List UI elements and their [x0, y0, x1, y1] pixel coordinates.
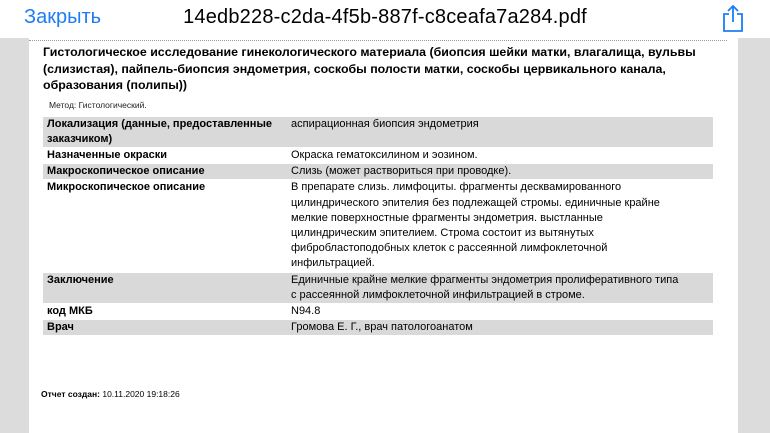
row-label: код МКБ [47, 305, 93, 318]
method-text: Метод: Гистологический. [49, 100, 147, 110]
report-created [41, 389, 180, 399]
document-heading: Гистологическое исследование гинекологического материала (биопсия шейки матки, влагалища, вульвы (слизистая), пайпель-биопсия эндометрия, соскобы полости матки, соскобы цервикального канала, образования (полипы)) [43, 45, 696, 92]
share-button[interactable] [721, 4, 745, 32]
row-value: аспирационная биопсия эндометрия [291, 118, 479, 130]
row-label: Макроскопическое описание [47, 165, 205, 178]
row-label: Микроскопическое описание [47, 181, 206, 194]
table-row [43, 117, 713, 148]
row-value: N94.8 [291, 305, 321, 318]
row-label: Назначенные окраски [47, 149, 167, 161]
row-label: Заключение [47, 273, 114, 286]
created-label: Отчет создан: [41, 389, 100, 399]
page-divider [29, 40, 727, 41]
top-bar [0, 0, 770, 38]
share-icon [721, 4, 745, 32]
table-row [43, 320, 713, 336]
created-timestamp: 10.11.2020 19:18:26 [102, 389, 180, 399]
row-label: Локализация (данные, предоставленные заказчиком) [47, 118, 272, 146]
report-table [43, 117, 713, 336]
row-label: Врач [47, 321, 74, 334]
table-row [43, 273, 713, 304]
table-row [43, 148, 713, 164]
table-row [43, 304, 713, 320]
row-value: Громова Е. Г., врач патологоанатом [291, 321, 473, 334]
pdf-page [29, 38, 738, 433]
table-row [43, 180, 713, 272]
document-title: 14edb228-c2da-4f5b-887f-c8ceafa7a284.pdf [183, 6, 587, 28]
row-value: Окраска гематоксилином и эозином. [291, 149, 478, 161]
row-value: В препарате слизь. лимфоциты. фрагменты десквамированного цилиндрического эпителия без подлежащей стромы. единичные крайне мелкие поверхностные фрагменты эндометрия. выстланные цилиндрическим эпителием. Строма состоит из вытянутых фибробластоподобных клеток с рассеянной лимфоклеточной инфильтрацией. [291, 181, 660, 270]
close-button[interactable]: Закрыть [24, 6, 102, 28]
table-row [43, 164, 713, 180]
row-value: Единичные крайне мелкие фрагменты эндометрия пролиферативного типа с рассеянной лимфоклеточной инфильтрацией в строме. [291, 273, 679, 301]
row-value: Слизь (может раствориться при проводке). [291, 165, 512, 178]
